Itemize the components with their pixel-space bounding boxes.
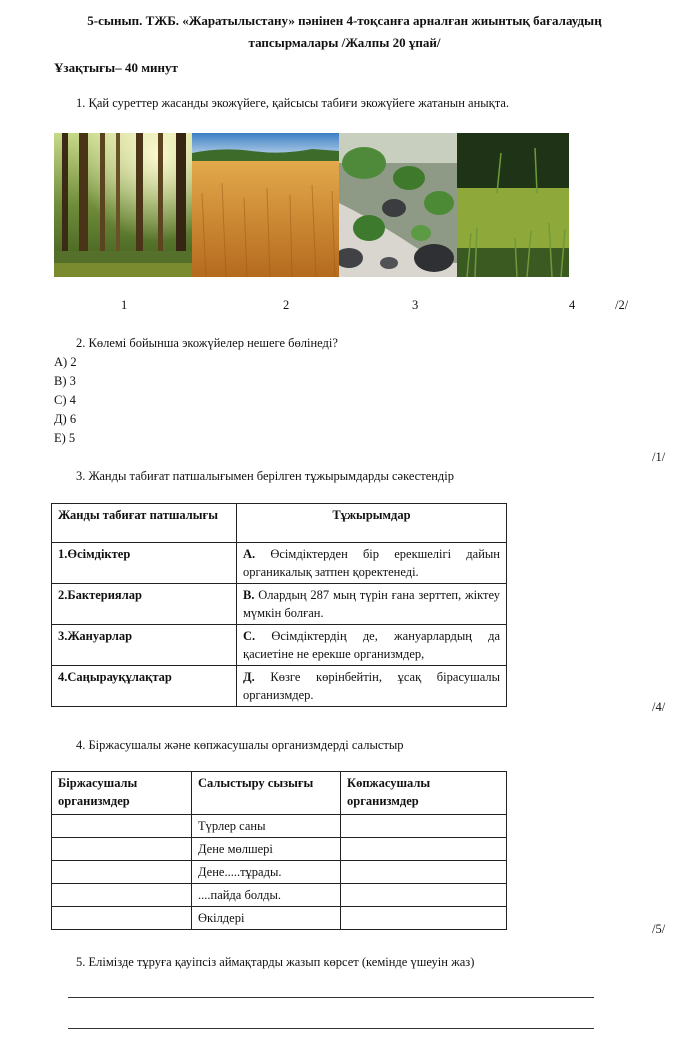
multicellular-cell[interactable] [341, 907, 507, 930]
answer-line-1[interactable] [68, 997, 594, 998]
criteria-cell: Түрлер саны [192, 815, 341, 838]
question-2-score: /1/ [652, 450, 666, 464]
statement-text: Өсімдіктердің де, жануарлардың да қасиетіне не ерекше организмдер, [243, 629, 501, 661]
matching-table [51, 503, 507, 707]
document-title-line2: тапсырмалары /Жалпы 20 ұпай/ [248, 35, 441, 50]
option-d: Д) 6 [54, 412, 77, 426]
statement-text: Олардың 287 мың түрін ғана зерттеп, жіктеу мүмкін болған. [243, 588, 500, 620]
statement-letter: В. [243, 588, 255, 602]
statement-letter: С. [243, 629, 256, 643]
criteria-cell: ....пайда болды. [192, 884, 341, 907]
option-c: С) 4 [54, 393, 76, 407]
question-3-score: /4/ [652, 700, 666, 714]
unicellular-header: Біржасушалы организмдер [52, 772, 192, 815]
statement-cell [237, 666, 507, 707]
kingdom-cell: 2.Бактериялар [52, 584, 237, 625]
statement-text: Өсімдіктерден бір ерекшелігі дайын органикалық затпен қоректенеді. [243, 547, 500, 579]
multicellular-header: Көпжасушалы организмдер [341, 772, 507, 815]
unicellular-cell[interactable] [52, 861, 192, 884]
criteria-header: Салыстыру сызығы [192, 772, 341, 815]
statement-cell [237, 543, 507, 584]
kingdom-cell: 4.Саңырауқұлақтар [52, 666, 237, 707]
multicellular-cell[interactable] [341, 861, 507, 884]
criteria-cell: Дене.....тұрады. [192, 861, 341, 884]
option-a: А) 2 [54, 355, 77, 369]
kingdom-header: Жанды табиғат патшалығы [52, 504, 237, 543]
kingdom-cell: 3.Жануарлар [52, 625, 237, 666]
multicellular-cell[interactable] [341, 838, 507, 861]
kingdom-cell: 1.Өсімдіктер [52, 543, 237, 584]
image-label-4: 4 [569, 298, 576, 312]
image-label-2: 2 [283, 298, 290, 312]
statement-cell [237, 584, 507, 625]
unicellular-cell[interactable] [52, 884, 192, 907]
statements-header: Тұжырымдар [237, 504, 507, 543]
unicellular-cell[interactable] [52, 907, 192, 930]
statement-text: Көзге көрінбейтін, ұсақ бірасушалы организмдер. [243, 670, 500, 702]
unicellular-cell[interactable] [52, 838, 192, 861]
forest-image [54, 133, 192, 277]
multicellular-cell[interactable] [341, 815, 507, 838]
swamp-image [457, 133, 569, 277]
image-label-1: 1 [121, 298, 128, 312]
statement-letter: Д. [243, 670, 255, 684]
question-1-score: /2/ [615, 298, 629, 312]
document-title-line1: 5-сынып. ТЖБ. «Жаратылыстану» пәнінен 4-тоқсанға арналған жиынтық бағалаудың [87, 13, 602, 28]
wheat-field-image [192, 133, 339, 277]
duration-label: Ұзақтығы– 40 минут [54, 60, 178, 75]
option-e: Е) 5 [54, 431, 76, 445]
question-3-text: 3. Жанды табиғат патшалығымен берілген тұжырымдарды сәкестендір [76, 469, 455, 483]
question-2-text: 2. Көлемі бойынша экожүйелер нешеге бөлінеді? [76, 336, 338, 350]
question-4-score: /5/ [652, 922, 666, 936]
criteria-cell: Өкілдері [192, 907, 341, 930]
statement-letter: А. [243, 547, 256, 561]
comparison-table [51, 771, 507, 930]
multicellular-cell[interactable] [341, 884, 507, 907]
statement-cell [237, 625, 507, 666]
image-label-3: 3 [412, 298, 419, 312]
question-4-text: 4. Біржасушалы және көпжасушалы организмдерді салыстыр [76, 738, 404, 752]
rock-garden-image [339, 133, 457, 277]
criteria-cell: Дене мөлшері [192, 838, 341, 861]
question-1-text: 1. Қай суреттер жасанды экожүйеге, қайсысы табиғи экожүйеге жатанын анықта. [76, 96, 510, 110]
unicellular-cell[interactable] [52, 815, 192, 838]
question-5-text: 5. Елімізде тұруға қауіпсіз аймақтарды жазып көрсет (кемінде үшеуін жаз) [76, 955, 475, 969]
option-b: В) 3 [54, 374, 76, 388]
answer-line-2[interactable] [68, 1028, 594, 1029]
